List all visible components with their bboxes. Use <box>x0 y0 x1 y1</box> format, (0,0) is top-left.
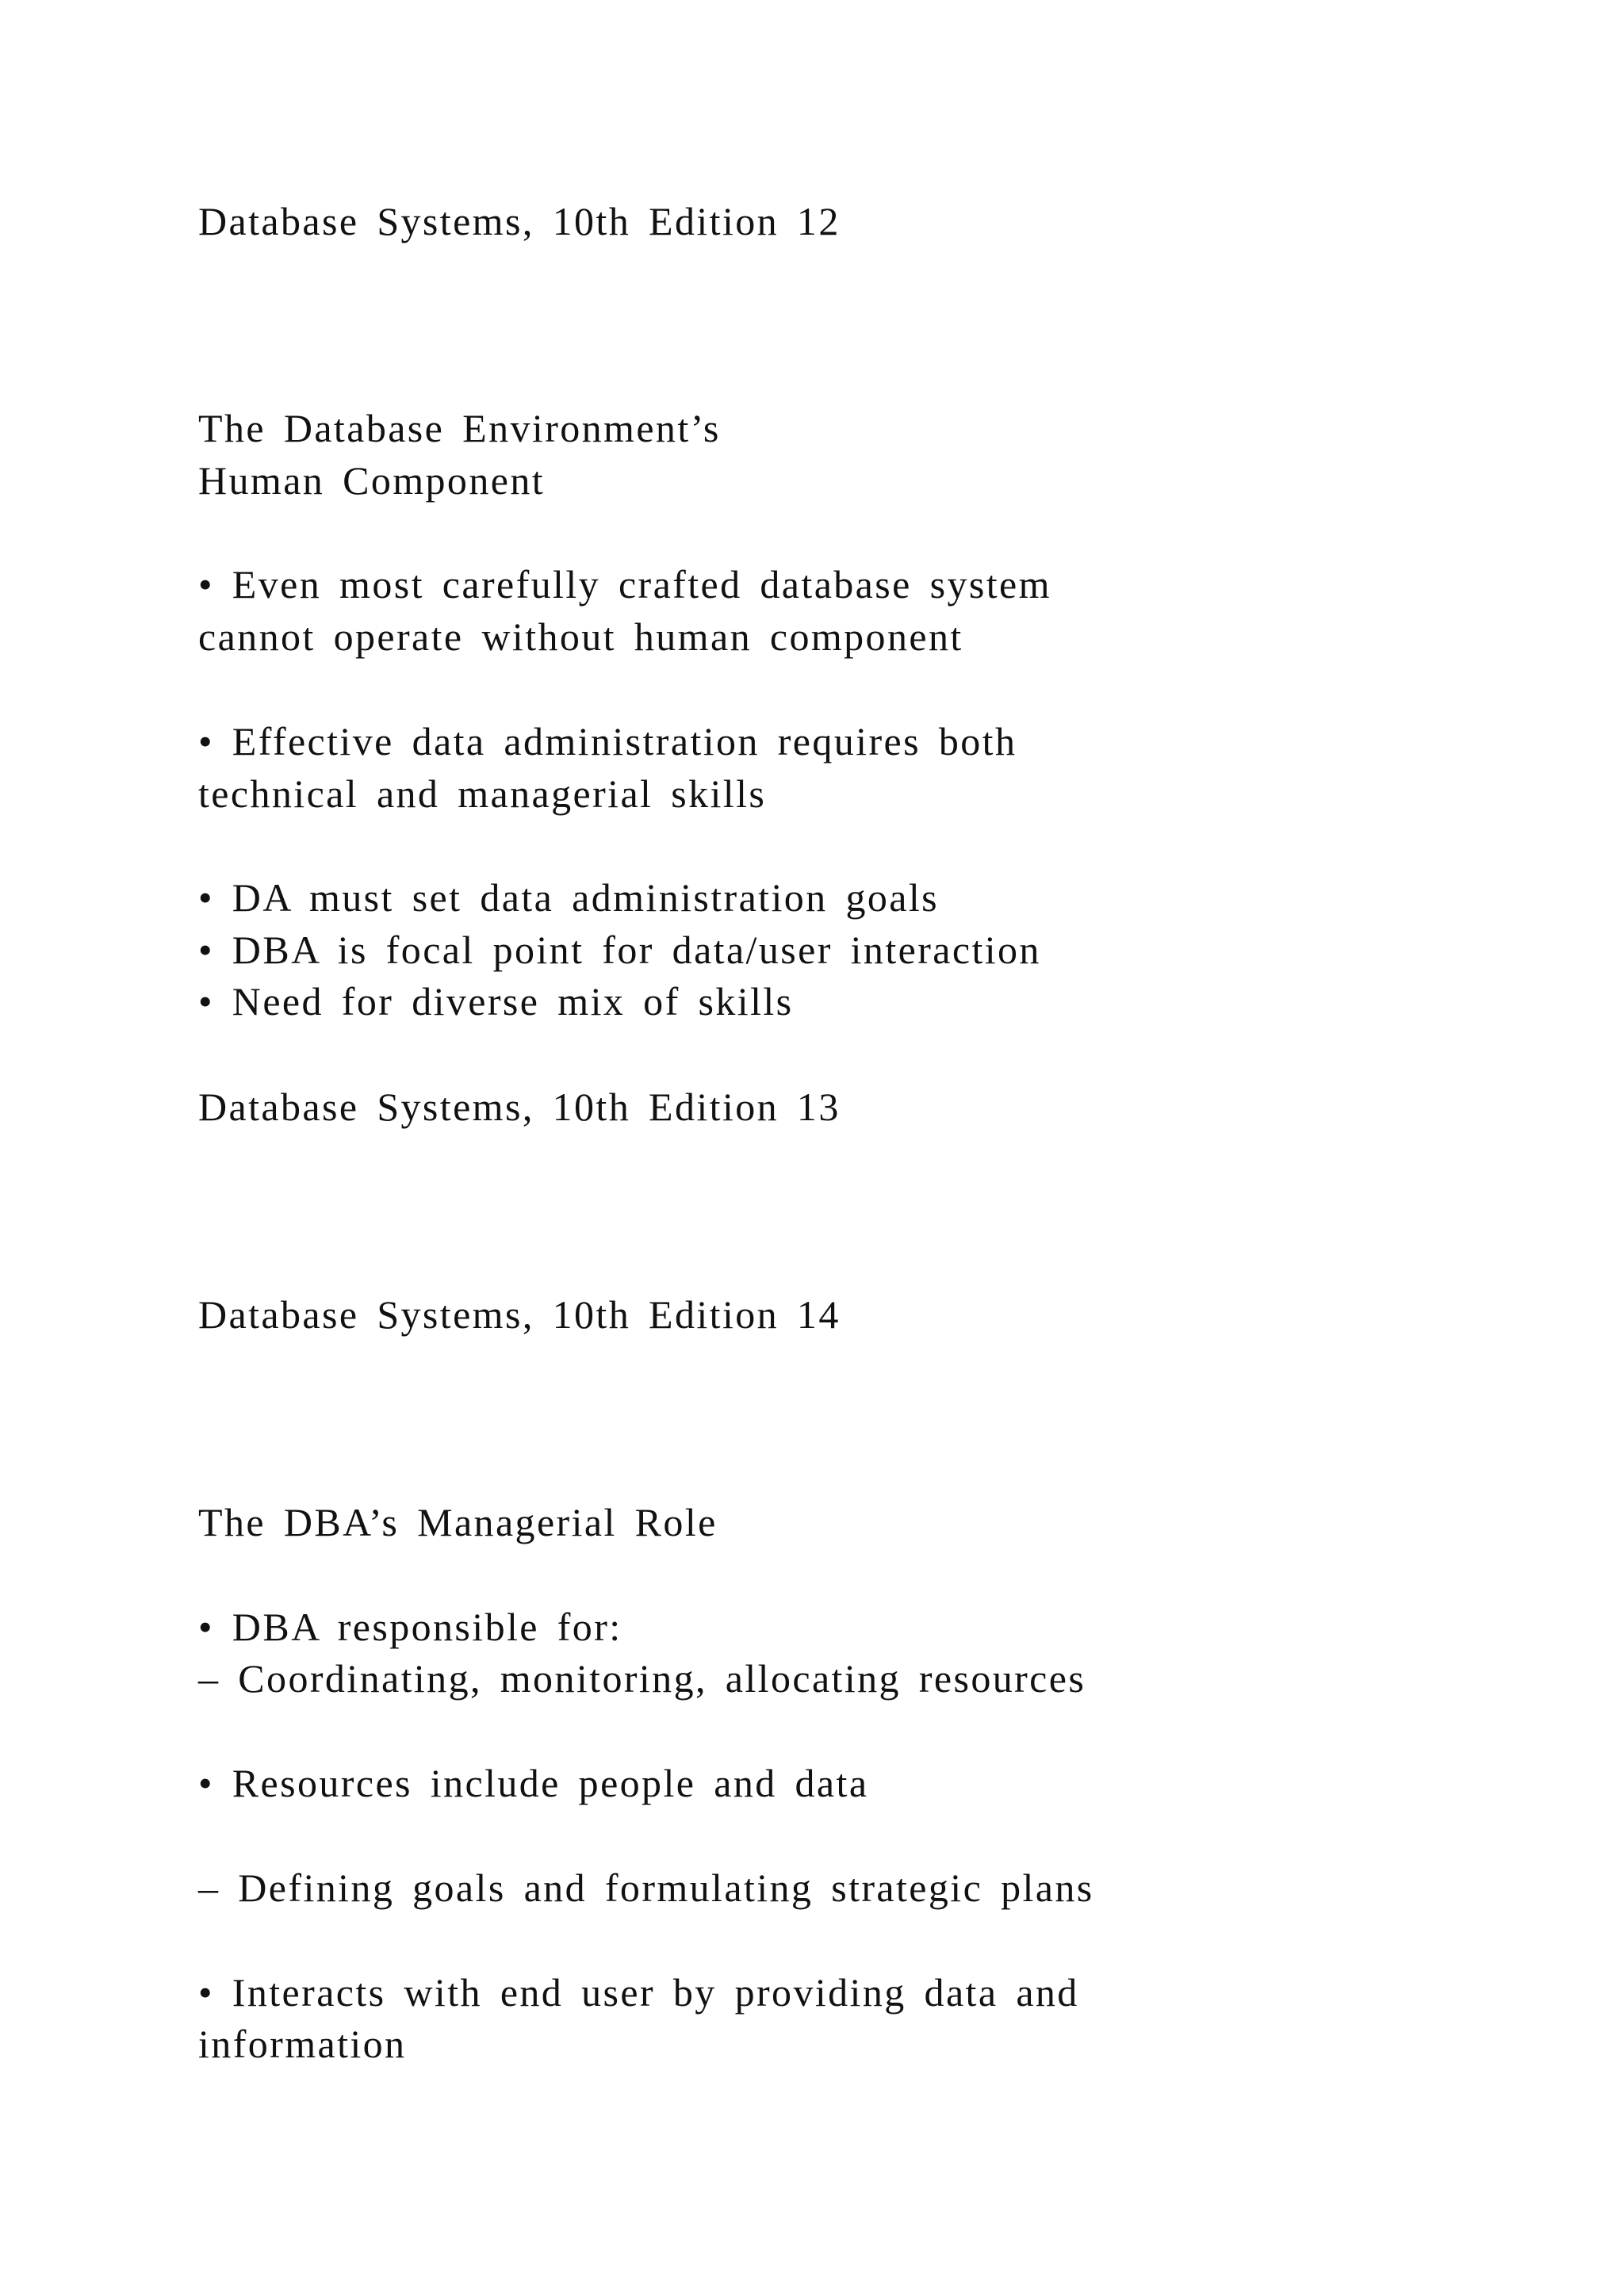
bullet-line: • DA must set data administration goals <box>198 875 940 920</box>
bullet-line: • Even most carefully crafted database system <box>198 562 1051 607</box>
page-footer-label-13: Database Systems, 10th Edition 13 <box>198 1085 841 1129</box>
bullet-line: • DBA is focal point for data/user interaction <box>198 928 1041 972</box>
page-footer-label-14: Database Systems, 10th Edition 14 <box>198 1292 841 1337</box>
bullet-continuation-line: technical and managerial skills <box>198 771 767 816</box>
bullet-line: • Need for diverse mix of skills <box>198 979 794 1024</box>
bullet-line: • DBA responsible for: <box>198 1605 622 1649</box>
bullet-line: • Interacts with end user by providing data and <box>198 1970 1079 2015</box>
sub-bullet-line: – Defining goals and formulating strategic plans <box>198 1866 1094 1910</box>
section-heading-line-1: The Database Environment’s <box>198 406 721 450</box>
section-heading-line-2: Human Component <box>198 458 546 503</box>
sub-bullet-line: – Coordinating, monitoring, allocating resources <box>198 1656 1086 1701</box>
bullet-line: • Resources include people and data <box>198 1761 869 1805</box>
page-footer-label-12: Database Systems, 10th Edition 12 <box>198 199 841 243</box>
bullet-line: • Effective data administration requires both <box>198 719 1017 763</box>
bullet-continuation-line: cannot operate without human component <box>198 614 963 659</box>
bullet-continuation-line: information <box>198 2022 407 2066</box>
section-heading: The DBA’s Managerial Role <box>198 1500 718 1544</box>
